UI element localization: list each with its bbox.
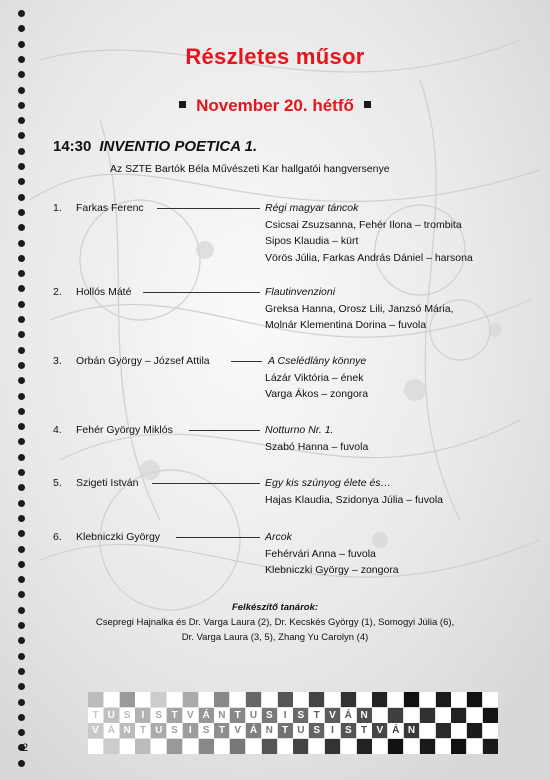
logo-cell xyxy=(199,692,214,707)
logo-cell: Á xyxy=(104,723,119,738)
logo-cell xyxy=(420,739,435,754)
logo-cell xyxy=(199,739,214,754)
logo-cell xyxy=(183,739,198,754)
logo-cell xyxy=(388,708,403,723)
logo-cell xyxy=(104,739,119,754)
logo-cell xyxy=(372,739,387,754)
item-performer: Vörös Júlia, Farkas András Dániel – harsona xyxy=(265,251,473,264)
logo-cell xyxy=(135,692,150,707)
session-subtitle: Az SZTE Bartók Béla Művészeti Kar hallgatói hangversenye xyxy=(110,163,390,175)
preparers-line: Dr. Varga Laura (3, 5), Zhang Yu Carolyn (4) xyxy=(181,632,369,643)
binder-hole-dot xyxy=(18,347,25,354)
logo-cell: T xyxy=(357,723,372,738)
logo-cell xyxy=(483,739,498,754)
item-performer: Csicsai Zsuzsanna, Fehér Ilona – trombita xyxy=(265,218,462,231)
binder-hole-dot xyxy=(18,224,25,231)
binder-hole-dot xyxy=(18,301,25,308)
logo-cell xyxy=(325,692,340,707)
logo-cell: U xyxy=(293,723,308,738)
logo-cell xyxy=(214,739,229,754)
logo-cell: V xyxy=(372,723,387,738)
item-work: Régi magyar táncok xyxy=(265,202,359,214)
binder-hole-dot xyxy=(18,561,25,568)
logo-cell: S xyxy=(309,723,324,738)
logo-cell xyxy=(230,739,245,754)
logo-cell xyxy=(372,708,387,723)
logo-cell: T xyxy=(167,708,182,723)
binder-hole-dot xyxy=(18,362,25,369)
logo-cell: T xyxy=(230,708,245,723)
binder-holes xyxy=(18,6,32,766)
logo-cell xyxy=(483,723,498,738)
logo-cell xyxy=(467,708,482,723)
binder-hole-dot xyxy=(18,209,25,216)
logo-cell xyxy=(388,739,403,754)
logo-cell: I xyxy=(135,708,150,723)
binder-hole-dot xyxy=(18,408,25,415)
logo-cell xyxy=(167,739,182,754)
item-number: 2. xyxy=(53,286,62,298)
binder-hole-dot xyxy=(18,714,25,721)
logo-cell xyxy=(278,692,293,707)
logo-cell xyxy=(357,692,372,707)
session-time: 14:30 xyxy=(53,138,92,155)
logo-cell: U xyxy=(246,708,261,723)
logo-cell xyxy=(451,708,466,723)
binder-hole-dot xyxy=(18,285,25,292)
item-number: 1. xyxy=(53,202,62,214)
binder-hole-dot xyxy=(18,377,25,384)
logo-cell xyxy=(467,739,482,754)
logo-cell xyxy=(278,739,293,754)
item-composer: Szigeti István xyxy=(76,477,139,489)
connector-line xyxy=(176,537,260,538)
binder-hole-dot xyxy=(18,576,25,583)
item-number: 4. xyxy=(53,424,62,436)
logo-cell: V xyxy=(183,708,198,723)
binder-hole-dot xyxy=(18,530,25,537)
logo-cell xyxy=(436,692,451,707)
item-performer: Klebniczki György – zongora xyxy=(265,564,399,576)
logo-cell xyxy=(246,692,261,707)
logo-cell: T xyxy=(309,708,324,723)
logo-cell: V xyxy=(325,708,340,723)
logo-cell xyxy=(420,692,435,707)
logo-cell: S xyxy=(120,708,135,723)
item-number: 3. xyxy=(53,355,62,367)
item-performer: Varga Ákos – zongora xyxy=(265,388,369,400)
logo-cell: N xyxy=(214,708,229,723)
logo-cell xyxy=(151,692,166,707)
item-performer: Molnár Klementina Dorina – fuvola xyxy=(265,319,427,331)
binder-hole-dot xyxy=(18,240,25,247)
logo-cell: I xyxy=(183,723,198,738)
date-heading xyxy=(0,96,550,116)
binder-hole-dot xyxy=(18,71,25,78)
connector-line xyxy=(189,430,260,431)
item-composer: Klebniczki György xyxy=(76,531,161,543)
logo-cell xyxy=(451,723,466,738)
logo-cell: N xyxy=(262,723,277,738)
logo-cell: N xyxy=(404,723,419,738)
logo-cell: T xyxy=(135,723,150,738)
logo-cell xyxy=(420,708,435,723)
item-work: A Cselédlány könnye xyxy=(268,355,367,367)
logo-cell xyxy=(214,692,229,707)
logo-cell xyxy=(293,692,308,707)
item-composer: Fehér György Miklós xyxy=(76,424,173,436)
connector-line xyxy=(143,292,260,293)
binder-hole-dot xyxy=(18,25,25,32)
logo-cell xyxy=(451,739,466,754)
logo-cell xyxy=(404,708,419,723)
logo-cell: S xyxy=(199,723,214,738)
binder-hole-dot xyxy=(18,87,25,94)
binder-hole-dot xyxy=(18,393,25,400)
logo-cell xyxy=(404,692,419,707)
logo-cell xyxy=(309,739,324,754)
logo-cell xyxy=(230,692,245,707)
preparers-title: Felkészítő tanárok: xyxy=(231,602,319,613)
logo-cell: S xyxy=(151,708,166,723)
logo-cell xyxy=(467,692,482,707)
logo-cell xyxy=(246,739,261,754)
binder-hole-dot xyxy=(18,668,25,675)
logo-cell: Á xyxy=(341,708,356,723)
logo-cell xyxy=(120,692,135,707)
binder-hole-dot xyxy=(18,194,25,201)
logo-cell xyxy=(88,692,103,707)
logo-cell: T xyxy=(214,723,229,738)
binder-hole-dot xyxy=(18,760,25,767)
logo-cell: T xyxy=(278,723,293,738)
logo-cell xyxy=(88,739,103,754)
binder-hole-dot xyxy=(18,331,25,338)
binder-hole-dot xyxy=(18,484,25,491)
binder-hole-dot xyxy=(18,653,25,660)
logo-cell: N xyxy=(120,723,135,738)
item-work: Arcok xyxy=(265,531,292,543)
logo-cell xyxy=(483,692,498,707)
logo-cell: I xyxy=(278,708,293,723)
binder-hole-dot xyxy=(18,163,25,170)
item-composer: Farkas Ferenc xyxy=(76,202,144,214)
logo-cell: S xyxy=(262,708,277,723)
logo-cell: S xyxy=(167,723,182,738)
binder-hole-dot xyxy=(18,117,25,124)
connector-line xyxy=(157,208,260,209)
binder-hole-dot xyxy=(18,423,25,430)
binder-hole-dot xyxy=(18,729,25,736)
logo-cell: S xyxy=(341,723,356,738)
binder-hole-dot xyxy=(18,591,25,598)
preparers-block xyxy=(0,600,550,645)
logo-cell xyxy=(420,723,435,738)
item-number: 6. xyxy=(53,531,62,543)
connector-line xyxy=(152,483,260,484)
logo-cell xyxy=(357,739,372,754)
square-bullet-icon xyxy=(364,101,371,108)
logo-cell xyxy=(135,739,150,754)
logo-cell: T xyxy=(88,708,103,723)
logo-cell xyxy=(325,739,340,754)
item-work: Notturno Nr. 1. xyxy=(265,424,334,436)
page-number: 2 xyxy=(22,742,29,754)
logo-cell: N xyxy=(357,708,372,723)
item-performer: Lázár Viktória – ének xyxy=(265,371,364,384)
binder-hole-dot xyxy=(18,178,25,185)
item-composer: Hollós Máté xyxy=(76,286,132,298)
binder-hole-dot xyxy=(18,316,25,323)
square-bullet-icon xyxy=(179,101,186,108)
binder-hole-dot xyxy=(18,270,25,277)
item-number: 5. xyxy=(53,477,62,489)
logo-cell xyxy=(483,708,498,723)
item-work: Flautinvenzioni xyxy=(265,286,336,298)
session-name: INVENTIO POETICA 1. xyxy=(99,138,258,155)
logo-cell: V xyxy=(230,723,245,738)
logo-cell: Á xyxy=(388,723,403,738)
connector-line xyxy=(231,361,262,362)
logo-cell xyxy=(404,739,419,754)
binder-hole-dot xyxy=(18,255,25,262)
item-performer: Sipos Klaudia – kürt xyxy=(265,235,359,247)
binder-hole-dot xyxy=(18,438,25,445)
tusistvan-logo xyxy=(88,692,498,756)
binder-hole-dot xyxy=(18,683,25,690)
binder-hole-dot xyxy=(18,546,25,553)
logo-cell xyxy=(451,692,466,707)
logo-cell xyxy=(262,739,277,754)
binder-hole-dot xyxy=(18,515,25,522)
date-text: November 20. hétfő xyxy=(196,96,354,115)
binder-hole-dot xyxy=(18,699,25,706)
logo-cell xyxy=(293,739,308,754)
logo-cell xyxy=(436,708,451,723)
logo-cell: U xyxy=(151,723,166,738)
logo-cell xyxy=(388,692,403,707)
logo-cell xyxy=(309,692,324,707)
item-performer: Greksa Hanna, Orosz Lili, Janzsó Mária, xyxy=(265,302,454,315)
logo-cell: Á xyxy=(246,723,261,738)
logo-cell xyxy=(341,739,356,754)
logo-cell: Á xyxy=(199,708,214,723)
binder-hole-dot xyxy=(18,148,25,155)
logo-cell xyxy=(120,739,135,754)
logo-cell xyxy=(151,739,166,754)
binder-hole-dot xyxy=(18,10,25,17)
logo-cell: U xyxy=(104,708,119,723)
binder-hole-dot xyxy=(18,469,25,476)
page-title: Részletes műsor xyxy=(185,44,365,69)
logo-cell xyxy=(372,692,387,707)
session-heading xyxy=(53,138,257,155)
logo-cell xyxy=(167,692,182,707)
logo-cell xyxy=(183,692,198,707)
logo-cell: S xyxy=(293,708,308,723)
logo-cell xyxy=(436,723,451,738)
logo-cell: I xyxy=(325,723,340,738)
logo-cell xyxy=(104,692,119,707)
item-work: Egy kis szúnyog élete és… xyxy=(265,477,392,489)
item-performer: Fehérvári Anna – fuvola xyxy=(265,547,376,560)
binder-hole-dot xyxy=(18,454,25,461)
preparers-line: Csepregi Hajnalka és Dr. Varga Laura (2), Dr. Kecskés György (1), Somogyi Júlia (6), xyxy=(95,617,455,628)
binder-hole-dot xyxy=(18,132,25,139)
logo-cell: V xyxy=(88,723,103,738)
logo-cell xyxy=(436,739,451,754)
logo-cell xyxy=(341,692,356,707)
binder-hole-dot xyxy=(18,500,25,507)
item-performer: Hajas Klaudia, Szidonya Júlia – fuvola xyxy=(265,493,444,506)
logo-cell xyxy=(467,723,482,738)
item-performer: Szabó Hanna – fuvola xyxy=(265,440,369,453)
logo-cell xyxy=(262,692,277,707)
item-composer: Orbán György – József Attila xyxy=(76,355,210,367)
